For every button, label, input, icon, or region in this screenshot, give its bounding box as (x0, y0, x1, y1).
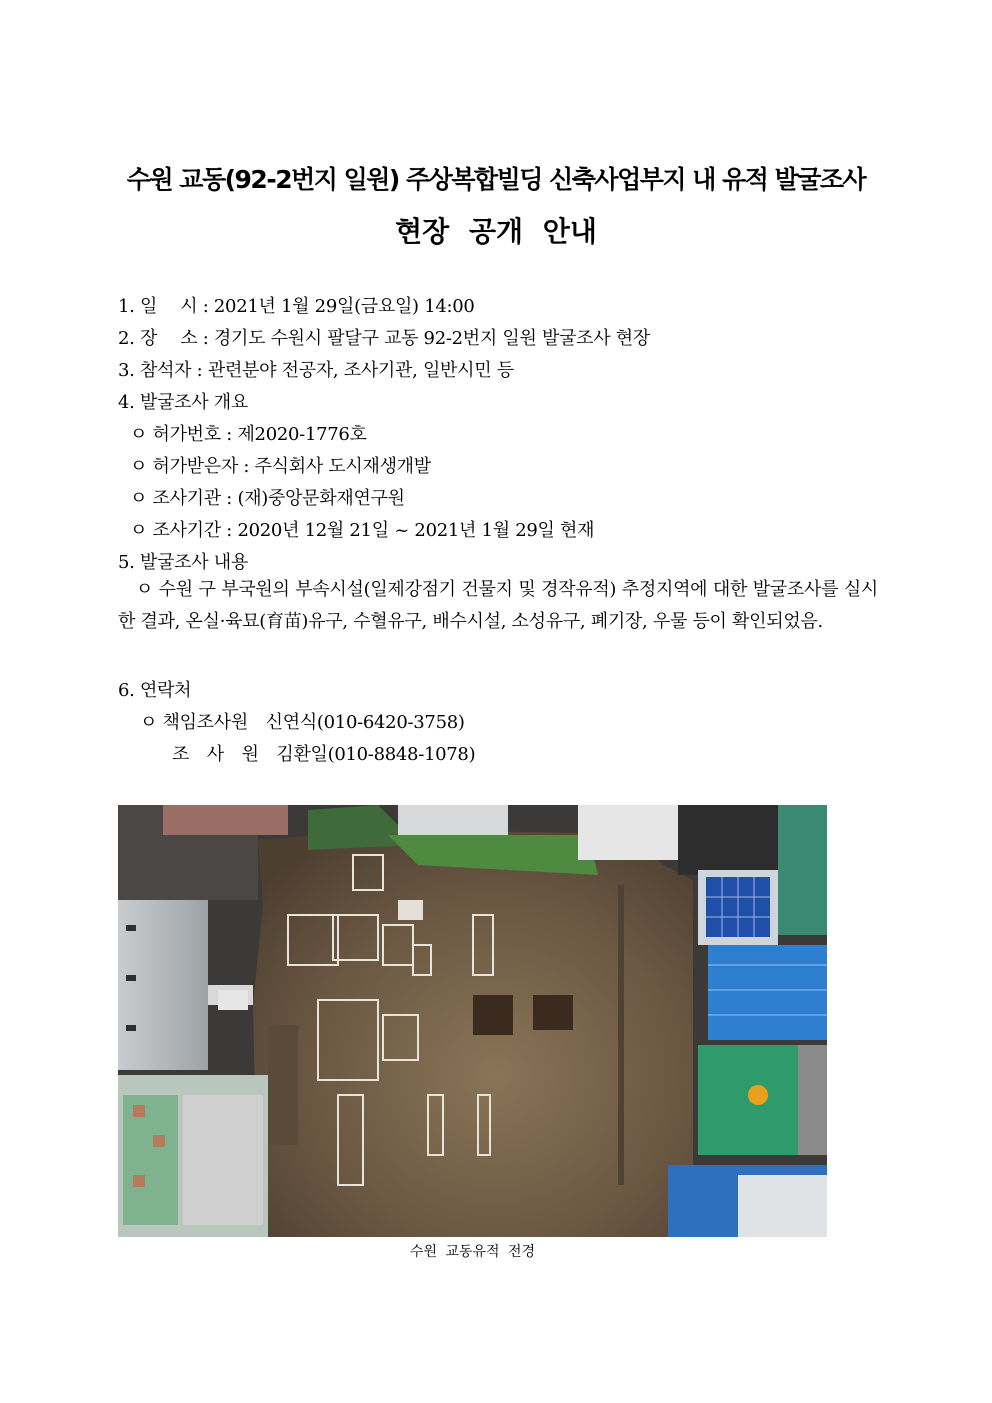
item-date: 1. 일 시 : 2021년 1월 29일(금요일) 14:00 (118, 296, 475, 317)
item-overview-heading: 4. 발굴조사 개요 (118, 392, 248, 413)
aerial-site-photo (118, 805, 827, 1237)
title-line-2: 현장 공개 안내 (395, 215, 597, 248)
item-attendees: 3. 참석자 : 관련분야 전공자, 조사기관, 일반시민 등 (118, 360, 514, 381)
item-content-heading: 5. 발굴조사 내용 (118, 552, 248, 573)
photo-caption: 수원 교동유적 전경 (409, 1244, 536, 1260)
item-agency: ㅇ 조사기관 : (재)중앙문화재연구원 (130, 488, 405, 509)
item-permit-holder: ㅇ 허가받은자 : 주식회사 도시재생개발 (130, 456, 431, 477)
item-content-text: ㅇ 수원 구 부국원의 부속시설(일제강점기 건물지 및 경작유적) 추정지역에 대한 발굴조사를 실시한 결과, 온실·육묘(育苗)유구, 수혈유구, 배수시설, 소성유구, 폐기장, 우물 등이 확인되었음. (118, 579, 878, 632)
item-permit-no: ㅇ 허가번호 : 제2020-1776호 (130, 424, 367, 445)
item-contact-2: 조 사 원 김환일(010-8848-1078) (172, 744, 476, 765)
item-contact-1: ㅇ 책임조사원 신연식(010-6420-3758) (140, 712, 465, 733)
title-line-1: 수원 교동(92-2번지 일원) 주상복합빌딩 신축사업부지 내 유적 발굴조사 (126, 165, 866, 194)
item-contact-heading: 6. 연락처 (118, 680, 192, 701)
item-place: 2. 장 소 : 경기도 수원시 팔달구 교동 92-2번지 일원 발굴조사 현장 (118, 328, 650, 349)
item-period: ㅇ 조사기간 : 2020년 12월 21일 ~ 2021년 1월 29일 현재 (130, 520, 595, 541)
